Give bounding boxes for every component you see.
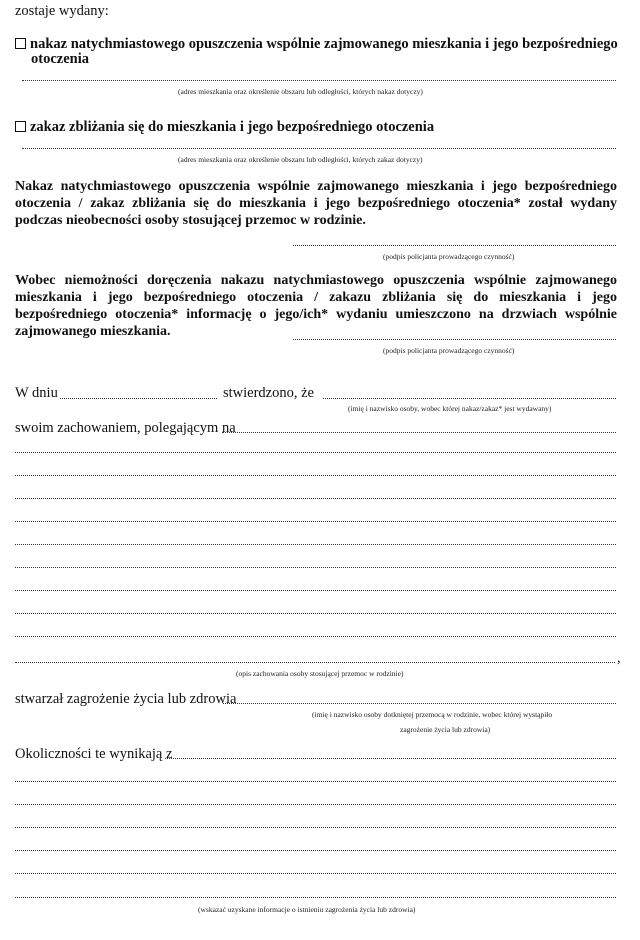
behaviour-comma: , bbox=[617, 650, 621, 666]
caption-address-nakaz: (adres mieszkania oraz określenie obszaru lub odległości, których nakaz dotyczy) bbox=[178, 87, 423, 96]
behaviour-line-5[interactable] bbox=[15, 521, 616, 522]
circumstances-line-4[interactable] bbox=[15, 827, 616, 828]
circumstances-line-3[interactable] bbox=[15, 804, 616, 805]
circumstances-label: Okoliczności te wynikają z bbox=[15, 746, 173, 762]
behaviour-line-1[interactable] bbox=[222, 432, 616, 433]
option-nakaz[interactable] bbox=[15, 36, 618, 53]
behaviour-line-2[interactable] bbox=[15, 452, 616, 453]
caption-victim-1: (imię i nazwisko osoby dotkniętej przemocą w rodzinie, wobec której wystąpiło bbox=[312, 710, 553, 719]
caption-behaviour: (opis zachowania osoby stosującej przemoc w rodzinie) bbox=[236, 669, 404, 678]
circumstances-line-7[interactable] bbox=[15, 897, 616, 898]
perpetrator-name-field[interactable] bbox=[323, 398, 616, 399]
behaviour-line-9[interactable] bbox=[15, 613, 616, 614]
option-zakaz-label: zakaz zbliżania się do mieszkania i jego bezpośredniego otoczenia bbox=[30, 119, 435, 135]
circumstances-line-2[interactable] bbox=[15, 781, 616, 782]
caption-address-zakaz: (adres mieszkania oraz określenie obszaru lub odległości, których zakaz dotyczy) bbox=[178, 155, 423, 164]
threat-label: stwarzał zagrożenie życia lub zdrowia bbox=[15, 691, 237, 707]
behaviour-line-6[interactable] bbox=[15, 544, 616, 545]
option-nakaz-label: nakaz natychmiastowego opuszczenia wspólnie zajmowanego mieszkania i jego bezpośredniego bbox=[30, 36, 618, 52]
behaviour-label: swoim zachowaniem, polegającym na bbox=[15, 420, 236, 436]
caption-victim-2: zagrożenie życia lub zdrowia) bbox=[400, 725, 491, 734]
option-zakaz[interactable] bbox=[15, 119, 434, 136]
behaviour-line-10[interactable] bbox=[15, 636, 616, 637]
caption-signature-absence: (podpis policjanta prowadzącego czynność) bbox=[383, 252, 515, 261]
victim-name-field[interactable] bbox=[223, 703, 616, 704]
behaviour-line-11[interactable] bbox=[15, 662, 615, 663]
caption-perpetrator: (imię i nazwisko osoby, wobec której nakaz/zakaz* jest wydawany) bbox=[348, 404, 552, 413]
behaviour-line-7[interactable] bbox=[15, 567, 616, 568]
circumstances-line-5[interactable] bbox=[15, 850, 616, 851]
behaviour-line-8[interactable] bbox=[15, 590, 616, 591]
circumstances-line-6[interactable] bbox=[15, 873, 616, 874]
behaviour-line-3[interactable] bbox=[15, 475, 616, 476]
behaviour-line-4[interactable] bbox=[15, 498, 616, 499]
intro-text: zostaje wydany: bbox=[15, 3, 109, 19]
date-field[interactable] bbox=[60, 398, 217, 399]
caption-signature-posting: (podpis policjanta prowadzącego czynność) bbox=[383, 346, 515, 355]
posting-paragraph: Wobec niemożności doręczenia nakazu natychmiastowego opuszczenia wspólnie zajmowanego mieszkania i jego bezpośredniego otoczenia / zakazu zbliżania się do mieszkania i jego bezpośredniego otoczenia* informację o jego/ich* wydaniu umieszczono na drzwiach wspólnie zajmowanego mieszkania. bbox=[15, 273, 617, 339]
circumstances-line-1[interactable] bbox=[165, 758, 616, 759]
address-line-zakaz[interactable] bbox=[22, 148, 616, 149]
checkbox-zakaz[interactable] bbox=[15, 121, 26, 132]
w-dniu-label: W dniu bbox=[15, 385, 58, 401]
checkbox-nakaz[interactable] bbox=[15, 38, 26, 49]
absence-paragraph: Nakaz natychmiastowego opuszczenia wspólnie zajmowanego mieszkania i jego bezpośredniego otoczenia / zakaz zbliżania się do mieszkania i jego bezpośredniego otoczenia* został wydany podczas nieobecności osoby stosującej przemoc w rodzinie. bbox=[15, 179, 617, 228]
caption-circumstances: (wskazać uzyskane informacje o istnieniu zagrożenia życia lub zdrowia) bbox=[198, 905, 416, 914]
signature-line-posting[interactable] bbox=[293, 339, 616, 340]
signature-line-absence[interactable] bbox=[293, 245, 616, 246]
option-nakaz-label-cont: otoczenia bbox=[31, 51, 89, 67]
stwierdzono-label: stwierdzono, że bbox=[223, 385, 314, 401]
address-line-nakaz[interactable] bbox=[22, 80, 616, 81]
